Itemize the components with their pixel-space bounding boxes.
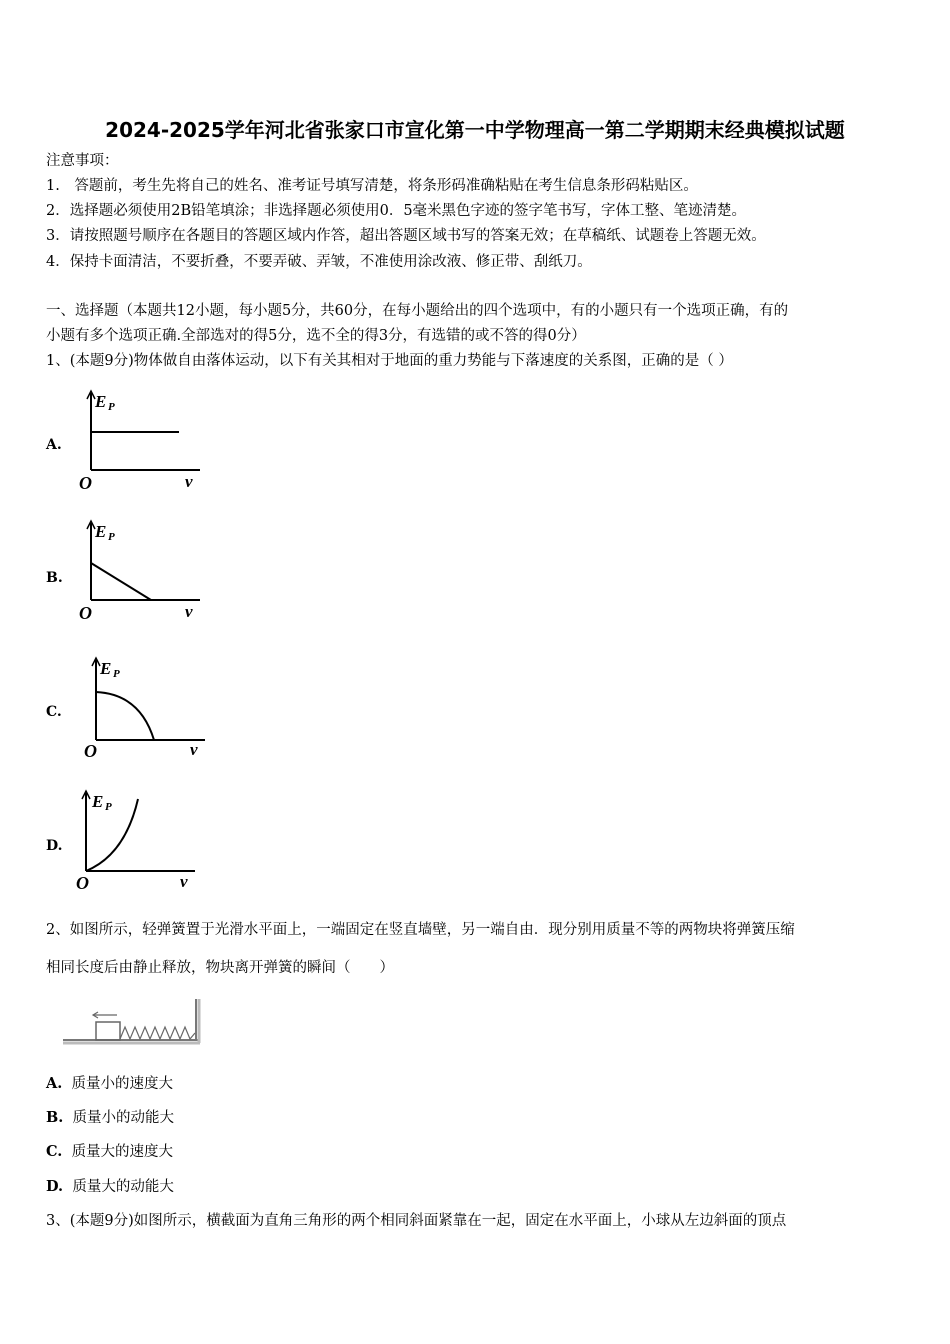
svg-text:P: P — [108, 401, 115, 413]
page-title: 2024-2025学年河北省张家口市宣化第一中学物理高一第二学期期末经典模拟试题 — [105, 118, 845, 142]
q1-option-label: C. — [46, 704, 62, 720]
q1-option-label: A. — [46, 437, 62, 453]
svg-text:v: v — [190, 740, 198, 759]
notes-heading: 注意事项： — [46, 153, 119, 169]
spring-figure — [55, 995, 205, 1050]
note-item: 2．选择题必须使用2B铅笔填涂；非选择题必须使用0．5毫米黑色字迹的签字笔书写，字体工整、笔迹清楚。 — [46, 203, 747, 219]
svg-text:E: E — [100, 659, 112, 678]
question-3-text: 3、(本题9分)如图所示，横截面为直角三角形的两个相同斜面紧靠在一起，固定在水平面上，小球从左边斜面的顶点 — [46, 1213, 787, 1229]
origin-label: O — [79, 473, 92, 493]
q2-option-d: D. 质量大的动能大 — [46, 1178, 174, 1195]
question-2-text: 相同长度后由静止释放，物块离开弹簧的瞬间（ ） — [46, 960, 394, 976]
q1-option-label: D. — [46, 838, 63, 854]
axis-y-label: E — [95, 392, 107, 411]
section-intro: 一、选择题（本题共12小题，每小题5分，共60分，在每小题给出的四个选项中，有的小题只有一个选项正确，有的 — [46, 303, 789, 319]
graph-a — [75, 385, 205, 495]
svg-text:E: E — [95, 522, 107, 541]
graph-c — [80, 652, 210, 762]
graph-b — [75, 515, 205, 625]
q2-option-c: C. 质量大的速度大 — [46, 1143, 174, 1160]
q2-option-a: A. 质量小的速度大 — [46, 1075, 174, 1092]
svg-text:O: O — [76, 873, 89, 893]
note-item: 1. 答题前，考生先将自己的姓名、准考证号填写清楚，将条形码准确粘贴在考生信息条形码粘贴区。 — [46, 178, 698, 194]
svg-text:E: E — [92, 792, 104, 811]
svg-text:v: v — [180, 872, 188, 891]
svg-text:O: O — [84, 741, 97, 761]
axis-x-label: v — [185, 472, 193, 491]
note-item: 4．保持卡面清洁，不要折叠，不要弄破、弄皱，不准使用涂改液、修正带、刮纸刀。 — [46, 254, 592, 270]
svg-text:P: P — [108, 531, 115, 543]
question-1-text: 1、(本题9分)物体做自由落体运动，以下有关其相对于地面的重力势能与下落速度的关系图，正确的是（ ） — [46, 353, 733, 369]
svg-text:O: O — [79, 603, 92, 623]
q1-option-label: B. — [46, 570, 63, 586]
svg-text:P: P — [105, 801, 112, 813]
question-2-text: 2、如图所示，轻弹簧置于光滑水平面上，一端固定在竖直墙壁，另一端自由．现分别用质量不等的两物块将弹簧压缩 — [46, 922, 795, 938]
svg-text:v: v — [185, 602, 193, 621]
svg-text:P: P — [113, 668, 120, 680]
q2-option-b: B. 质量小的动能大 — [46, 1109, 175, 1126]
note-item: 3．请按照题号顺序在各题目的答题区域内作答，超出答题区域书写的答案无效；在草稿纸、试题卷上答题无效。 — [46, 228, 766, 244]
section-intro: 小题有多个选项正确.全部选对的得5分，选不全的得3分，有选错的或不答的得0分） — [46, 328, 586, 344]
graph-d — [70, 785, 200, 895]
